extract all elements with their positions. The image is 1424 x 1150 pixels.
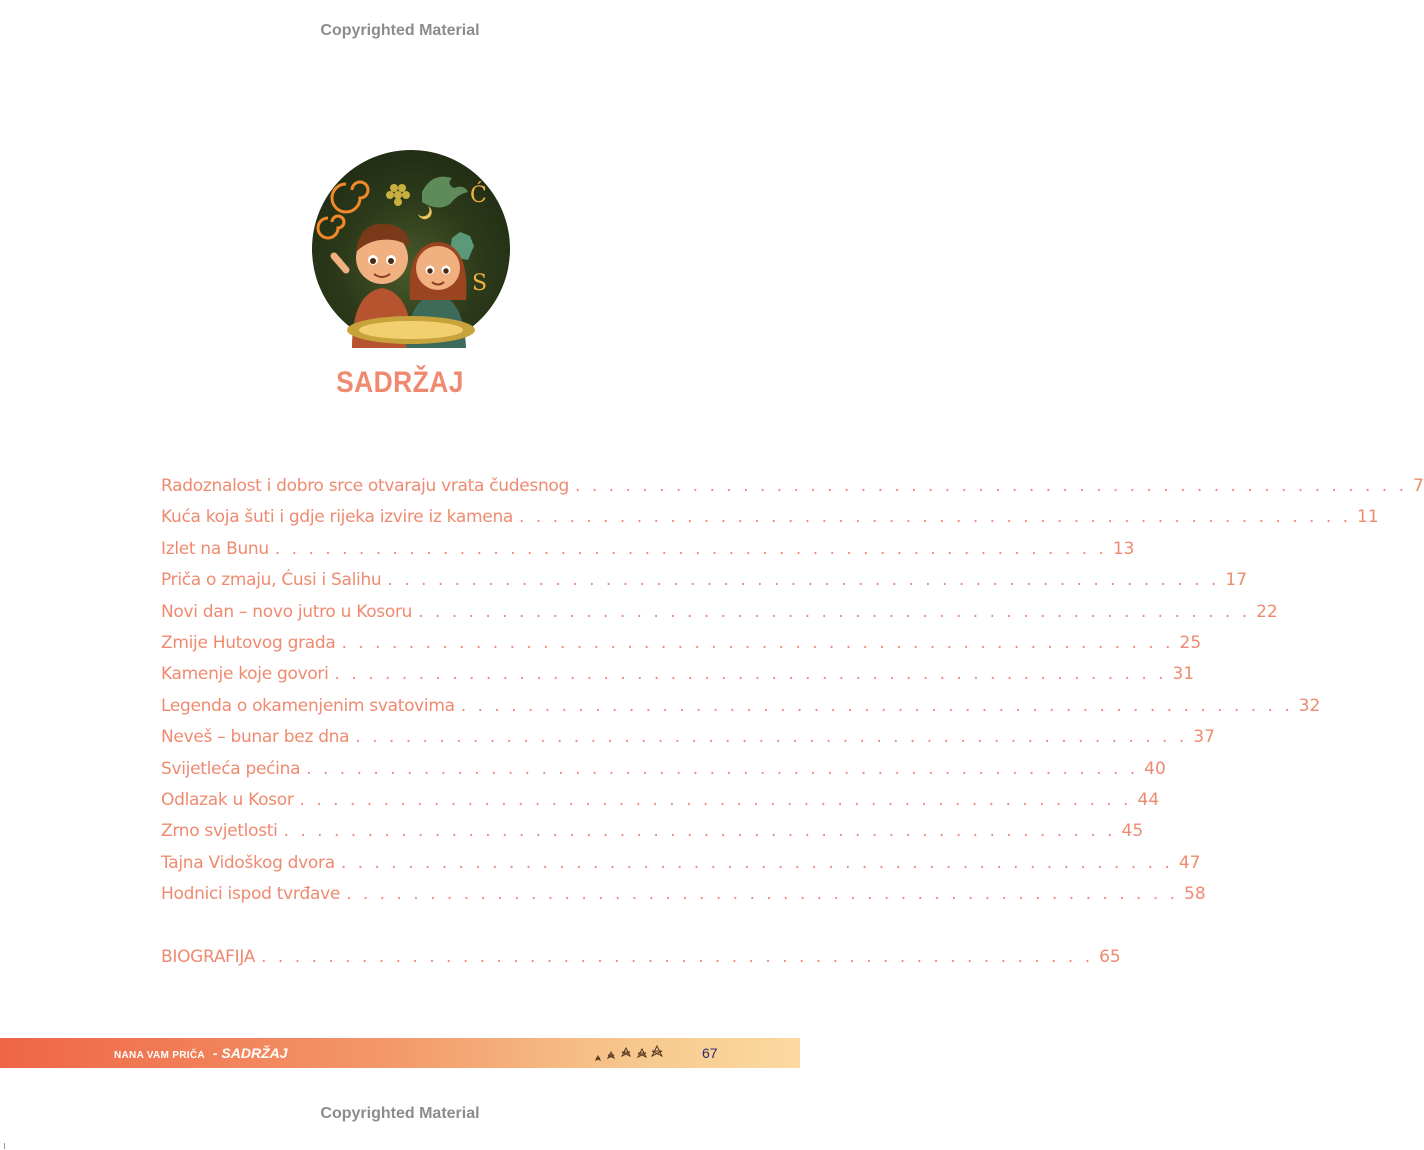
dragon-icon <box>422 177 468 208</box>
toc-page: 37 <box>1193 727 1215 748</box>
toc-leader: . . . . . . . . . . . . . . . . . . . . . . . . . . . . . . . . . . . . . . . . . . . . . . . . . . <box>306 758 1139 779</box>
toc-leader: . . . . . . . . . . . . . . . . . . . . . . . . . . . . . . . . . . . . . . . . . . . . . . . . . . <box>460 695 1293 716</box>
toc-page: 40 <box>1144 758 1166 779</box>
toc-leader: . . . . . . . . . . . . . . . . . . . . . . . . . . . . . . . . . . . . . . . . . . . . . . . . . . <box>299 789 1132 810</box>
toc-entry[interactable] <box>161 727 1215 758</box>
toc-entry[interactable] <box>161 695 1321 727</box>
copyright-header: Copyrighted Material <box>320 22 480 39</box>
toc-page: 25 <box>1179 632 1202 653</box>
toc-entry[interactable] <box>161 664 1195 695</box>
toc-leader: . . . . . . . . . . . . . . . . . . . . . . . . . . . . . . . . . . . . . . . . . . . . . . . . . . <box>274 538 1107 559</box>
toc-label: Radoznalost i dobro srce otvaraju vrata čudesnog <box>161 476 570 496</box>
toc-label: Priča o zmaju, Ćusi i Salihu <box>161 570 382 591</box>
toc-leader: . . . . . . . . . . . . . . . . . . . . . . . . . . . . . . . . . . . . . . . . . . . . . . . . . . <box>340 852 1173 873</box>
toc-entry[interactable] <box>161 538 1135 570</box>
grapes-icon <box>386 184 410 206</box>
toc-entry[interactable] <box>161 632 1202 664</box>
running-footer <box>114 1045 288 1061</box>
footer-section-title: - SADRŽAJ <box>212 1045 288 1061</box>
toc-label: Novi dan – novo jutro u Kosoru <box>161 601 413 622</box>
toc-label: Kuća koja šuti i gdje rijeka izvire iz kamena <box>161 507 514 528</box>
toc-entry[interactable] <box>161 758 1166 790</box>
swirl-icon <box>332 182 368 212</box>
toc-leader: . . . . . . . . . . . . . . . . . . . . . . . . . . . . . . . . . . . . . . . . . . . . . . . . . . <box>575 476 1408 496</box>
toc-label: Svijetleća pećina <box>161 758 301 779</box>
toc-page: 22 <box>1256 601 1278 622</box>
toc-page: 58 <box>1184 884 1206 905</box>
toc-entry[interactable] <box>161 507 1379 538</box>
toc-page: 17 <box>1225 570 1248 591</box>
toc-entry[interactable] <box>161 884 1206 915</box>
toc-label: Zrno svjetlosti <box>161 821 278 842</box>
toc-label: Odlazak u Kosor <box>161 789 294 810</box>
toc-entry[interactable] <box>161 570 1248 601</box>
toc-page: 45 <box>1121 821 1144 842</box>
toc-page: 7 <box>1413 476 1424 496</box>
toc-leader: . . . . . . . . . . . . . . . . . . . . . . . . . . . . . . . . . . . . . . . . . . . . . . . . . . <box>283 821 1116 842</box>
page-title: SADRŽAJ <box>336 366 464 399</box>
toc-label: Kamenje koje govori <box>161 664 329 685</box>
toc-label: Izlet na Bunu <box>161 538 269 559</box>
toc-entry[interactable] <box>161 789 1160 821</box>
swirl-icon <box>318 216 344 238</box>
footer-series-title: NANA VAM PRIČA <box>114 1050 205 1061</box>
toc-leader: . . . . . . . . . . . . . . . . . . . . . . . . . . . . . . . . . . . . . . . . . . . . . . . . . . <box>355 727 1188 748</box>
toc-entry[interactable] <box>161 821 1144 852</box>
letter-s-icon: S <box>472 271 488 296</box>
toc-leader: . . . . . . . . . . . . . . . . . . . . . . . . . . . . . . . . . . . . . . . . . . . . . . . . . . <box>334 664 1167 685</box>
edge-mark <box>4 1143 5 1149</box>
toc-label: BIOGRAFIJA <box>161 947 256 968</box>
copyright-footer: Copyrighted Material <box>320 1105 480 1122</box>
toc-label: Neveš – bunar bez dna <box>161 727 350 748</box>
toc-entry[interactable] <box>161 476 1424 507</box>
toc-label: Hodnici ispod tvrđave <box>161 884 341 905</box>
toc-page: 13 <box>1112 538 1135 559</box>
cover-illustration <box>312 150 510 348</box>
toc-page: 65 <box>1099 947 1121 968</box>
toc-entry[interactable] <box>161 601 1278 633</box>
toc-entry-biography[interactable] <box>161 947 1121 978</box>
toc-page: 32 <box>1298 695 1321 716</box>
toc-page: 47 <box>1178 852 1201 873</box>
toc-page: 44 <box>1137 789 1160 810</box>
toc-page: 11 <box>1357 507 1379 528</box>
toc-label: Tajna Vidoškog dvora <box>161 852 335 873</box>
toc-page: 31 <box>1172 664 1195 685</box>
toc-leader: . . . . . . . . . . . . . . . . . . . . . . . . . . . . . . . . . . . . . . . . . . . . . . . . . . <box>418 601 1251 622</box>
toc-leader: . . . . . . . . . . . . . . . . . . . . . . . . . . . . . . . . . . . . . . . . . . . . . . . . . . <box>387 570 1220 591</box>
stars-icon <box>590 1042 670 1068</box>
moon-icon <box>418 206 432 219</box>
toc-label: Zmije Hutovog grada <box>161 632 336 653</box>
page-number: 67 <box>702 1045 718 1061</box>
toc-leader: . . . . . . . . . . . . . . . . . . . . . . . . . . . . . . . . . . . . . . . . . . . . . . . . . . <box>519 507 1352 528</box>
toc-entry[interactable] <box>161 852 1201 884</box>
table-of-contents <box>161 476 1424 979</box>
toc-label: Legenda o okamenjenim svatovima <box>161 695 455 716</box>
letter-c-icon: Ć <box>470 183 487 208</box>
illustration-art <box>312 150 510 348</box>
toc-leader: . . . . . . . . . . . . . . . . . . . . . . . . . . . . . . . . . . . . . . . . . . . . . . . . . . <box>261 947 1094 968</box>
toc-leader: . . . . . . . . . . . . . . . . . . . . . . . . . . . . . . . . . . . . . . . . . . . . . . . . . . <box>346 884 1179 905</box>
toc-leader: . . . . . . . . . . . . . . . . . . . . . . . . . . . . . . . . . . . . . . . . . . . . . . . . . . <box>341 632 1174 653</box>
toc-spacer <box>161 915 669 947</box>
